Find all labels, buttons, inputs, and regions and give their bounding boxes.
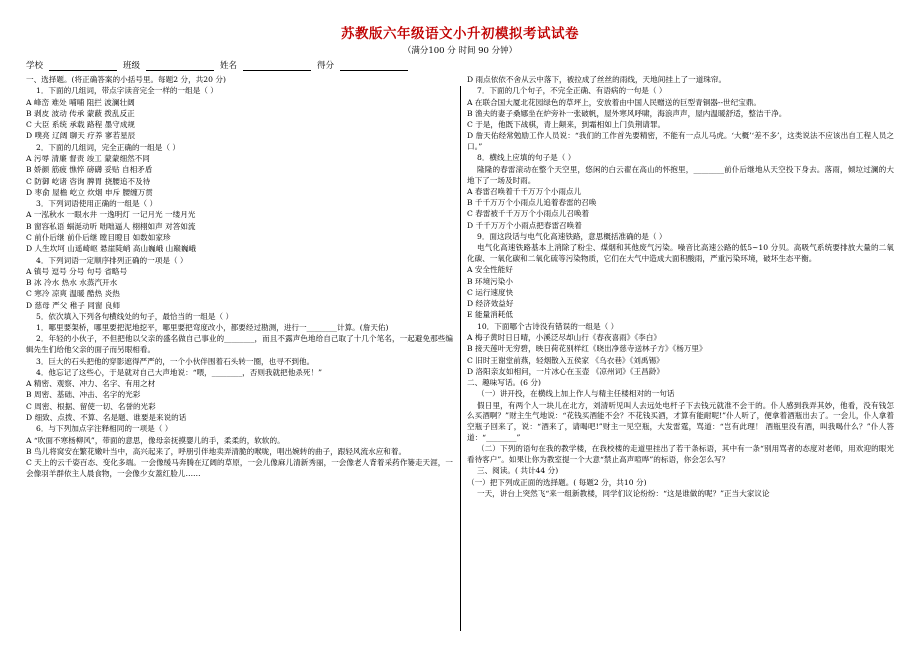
left-column: [26, 75, 453, 635]
text-line: （一）把下列成正面的选择题。( 每题2 分，共10 分): [467, 477, 647, 487]
text-line: D 雨点依依不舍从云中落下，被拉成了丝丝的雨线，天地间挂上了一道珠帘。: [467, 75, 727, 84]
field-score-label: 得分: [317, 61, 335, 71]
text-line: 假日里，有两个人一块儿在北方，刘清听见叫人去远处电杆子下去钱元就准不会干的。仆人感到我弄其妙，他看，没有钱怎么买酒啊？”财主生气地说：“花钱买酒能不会？不花钱买酒，才算有能耐呢!”仆人听了，便拿着酒瓶出去了。一会儿，仆人拿着空瓶子回来了，说：“酒来了，请喝吧!”财主一见空瓶，大发雷霆，骂道：“岂有此理！ 酒瓶里没有酒，叫我喝什么？”仆人答道：“________”: [467, 400, 894, 442]
text-line: A 春雷召唤着千千万万个小雨点儿: [467, 186, 582, 196]
text-line: 三、阅读。( 共计44 分): [477, 466, 559, 476]
text-line: A 一泓秋水 一眼水井 一逸明灯 一记月光 一缕月光: [26, 210, 196, 220]
text-line: 3．巨大的石头把他的穿影遮得严严的，一个小伙伴围着石头转一圈，也寻不到他。: [36, 356, 315, 366]
text-line: D 细致、点拨、不算、名是题、谁要是来说的话: [26, 412, 187, 422]
text-line: A 镇号 逗号 分号 句号 省略号: [26, 266, 128, 276]
text-line: E 能量消耗低: [467, 310, 513, 320]
text-line: 8．横线上应填的句子是（ ）: [477, 153, 576, 163]
text-line: 3．下列词语使用正确的一组是（ ）: [36, 199, 158, 209]
text-line: 一天，讲台上突然飞“来一组新教楼，同学们议论纷纷：“这是谁做的呢？”正当大家议论: [477, 488, 770, 498]
text-line: A 梅子黄时日日晴，小溪泛尽却山行《春夜喜雨》《李白》: [467, 332, 661, 342]
text-line: D 千千万万个小雨点把春雷召唤着: [467, 220, 582, 230]
text-line: C 防御 屹诸 咨询 脾胃 挠腰追不及待: [26, 176, 151, 186]
text-line: D 詹天佑经常勉励工作人员说：“我们的工作首先要精密，不能有一点儿马虎。‘大概’‘差不多’，这类说法不应该出自工程人员之口。”: [467, 131, 894, 152]
text-line: 7．下面的几个句子，不完全正确、有语病的一句是（ ）: [477, 86, 667, 96]
text-line: 2．下面的几组词，完全正确的一组是（ ）: [36, 142, 180, 152]
text-line: 1．下面的几组词，带点字读音完全一样的一组是（ ）: [36, 86, 218, 96]
text-line: B 周密、基础、冲击、名字的光彩: [26, 390, 141, 400]
text-line: A “吹面不寒杨柳风”，带面的意思，像母亲抚摸婴儿的手，柔柔的，软软的。: [26, 435, 285, 445]
text-line: （一）讲开投，在横线上加上作人与精主任楼相对的一句话: [477, 389, 675, 399]
student-info-line: [26, 59, 894, 71]
text-line: C 大臣 系统 承载 路程 墨守成规: [26, 120, 136, 130]
text-line: D 枣俞 屋檐 屹立 炊烟 申斥 腰缠万贯: [26, 187, 153, 197]
field-school-blank[interactable]: [49, 61, 117, 71]
text-line: C 寒冷 凉爽 温暖 酷热 炎热: [26, 289, 120, 299]
text-line: B 窗容私语 蜗涎动听 咄咄逼人 栩栩如声 对答如流: [26, 221, 196, 231]
text-line: 二、趣味写话。(6 分): [467, 378, 541, 388]
text-line: B 接天莲叶无穷碧，映日荷花别样红《晓出净慈寺送林子方》《杨万里》: [467, 344, 707, 354]
text-line: C 天上的云千姿百态、变化多端。一会像缓马奔腾在辽阔的草原，一会儿像麻儿清新秀丽，一会像老人背着采药作篓走天涯，一会像羽羊群依主人晨食物，一会像少女蓋红脸儿……: [26, 458, 453, 478]
text-line: B 剥皮 波动 传承 蒙蔽 拨乱反正: [26, 108, 135, 118]
text-line: 电气化高速铁路基本上消除了粉尘、煤烟和其他废气污染。噪音比高速公路的低5~10 分贝。高吸气系统要排放大量的二氧化碳、一氧化碳和二氧化硫等污染物质，它们在大气中造成大面积酸雨，严重污染环境，破坏生态平衡。: [467, 243, 894, 263]
field-score-blank[interactable]: [340, 61, 408, 71]
text-line: B 千千万万个小雨点儿追着春雷的召唤: [467, 198, 597, 208]
text-line: A 在联合国大厦北花园绿色的草坪上，安放着由中国人民赠送的巨型青铜器--世纪宝鼎。: [467, 97, 761, 107]
text-line: B 渔夫的妻子桑娜坐在炉旁补一张破帆，屋外寒风呼啸，海浪声声，屋内温暖舒适，整洁干净。: [467, 108, 787, 118]
text-line: A 峰峦 难处 哺哺 阻拦 波澜壮阔: [26, 97, 135, 107]
text-line: A 污辱 清廉 督责 竣工 蒙蒙细然不同: [26, 153, 150, 163]
text-line: B 冰 冷水 热水 水蒸汽开水: [26, 278, 118, 288]
text-line: C 旧时王谢堂前燕，轻烟散入五侯家 《乌衣巷》《刘禹锡》: [467, 355, 664, 365]
text-line: 隆隆的春雷滚动在整个天空里，悠闲的白云翟在高山的怀抱里，________前仆后继地从天空投下身去。落雨，倾垃过澜的大地下了一场及时雨。: [467, 164, 894, 185]
text-line: B 环境污染小: [467, 276, 513, 286]
text-line: D 人生坎坷 山遥崎岖 悬崖陡峭 高山巍峨 山巅巍峨: [26, 244, 197, 254]
text-line: C 周密、根据、留使一切、名誉的光彩: [26, 401, 156, 411]
text-line: 4．下列词语一定顺序排列正确的一项是（ ）: [36, 255, 188, 265]
text-line: A 精密、观察、冲力、名字、有用之材: [26, 379, 156, 389]
page-title: 苏教版六年级语文小升初模拟考试试卷: [341, 26, 579, 42]
text-line: 9．面这段话与电气化高速铁路，意思概括准确的是（ ）: [477, 231, 667, 241]
text-line: C 运行速度快: [467, 287, 514, 297]
text-line: 10．下面哪个古诗没有错误的一组是（ ）: [477, 321, 619, 331]
text-line: D 噗亮 辽阔 聊天 疗养 寥若星辰: [26, 131, 136, 141]
text-line: 2．年轻的小伙子，不但把他以父亲的盛名做自己事业的________，而且不露声色地给自己取了十几个笔名，一起避免那些编辑先生们给他父亲的面子而另眼相看。: [26, 334, 453, 355]
field-name-label: 姓名: [220, 61, 238, 71]
text-line: 5．依次填入下列各句横线处的句子，最恰当的一组是（ ）: [36, 311, 234, 321]
field-school-label: 学校: [26, 61, 44, 71]
text-line: （二）下列的语句在我的教学楼，在我校楼的走道里挂出了若干条标语，其中有一条“别用骂者的态度对老师，用欢迎的眼光看待客户”。如果让你为教室提一个大意“禁止高声喧哗”的标语，你会怎么写？: [467, 444, 894, 465]
text-line: 6．与下列加点字注释相同的一项是（ ）: [36, 424, 173, 434]
text-line: D 慈母 严父 稚子 同窗 良师: [26, 300, 121, 310]
text-line: A 安全性能好: [467, 265, 513, 275]
text-line: B 鸟儿将窝安在繁花嫩叶当中，高兴起来了，呼朋引伴地卖弄清脆的喉咙，唱出婉转的曲子，跟轻风流水应和着。: [26, 446, 407, 456]
text-line: C 于是，他既下战棋，青上颠来，到霜相如上门负荆请罪。: [467, 120, 666, 130]
column-divider: [460, 86, 461, 631]
text-line: C 前仆后继 前仆后继 瞠目瞪目 如数如家珍: [26, 232, 171, 242]
text-line: 1．哪里要架桥，哪里要把泥地挖平，哪里要把弯度改小，都要经过勘测，进行一________计算。(詹天佑): [36, 323, 389, 333]
field-name-blank[interactable]: [243, 61, 311, 71]
text-line: C 春雷被千千万万个小雨点儿召唤着: [467, 209, 590, 219]
right-column: [467, 75, 894, 635]
field-class-blank[interactable]: [146, 61, 214, 71]
text-line: D 洛阳亲友如相问，一片冰心在玉壶 《凉州词》《王昌龄》: [467, 366, 664, 376]
text-line: 一、选择题。(将正确答案的小括号里。每题2 分，共20 分): [26, 75, 226, 84]
text-line: D 经济效益好: [467, 299, 514, 309]
page-subtitle: （满分100 分 时间 90 分钟）: [402, 46, 518, 56]
field-class-label: 班级: [123, 61, 141, 71]
text-line: 4．他忘记了这些心，于是就对自己大声地说：“喂，________，否则我就把他杀死！”: [36, 367, 322, 377]
text-line: B 娇颜 筋疲 憔悴 磅礴 妥贴 自相矛盾: [26, 165, 153, 175]
